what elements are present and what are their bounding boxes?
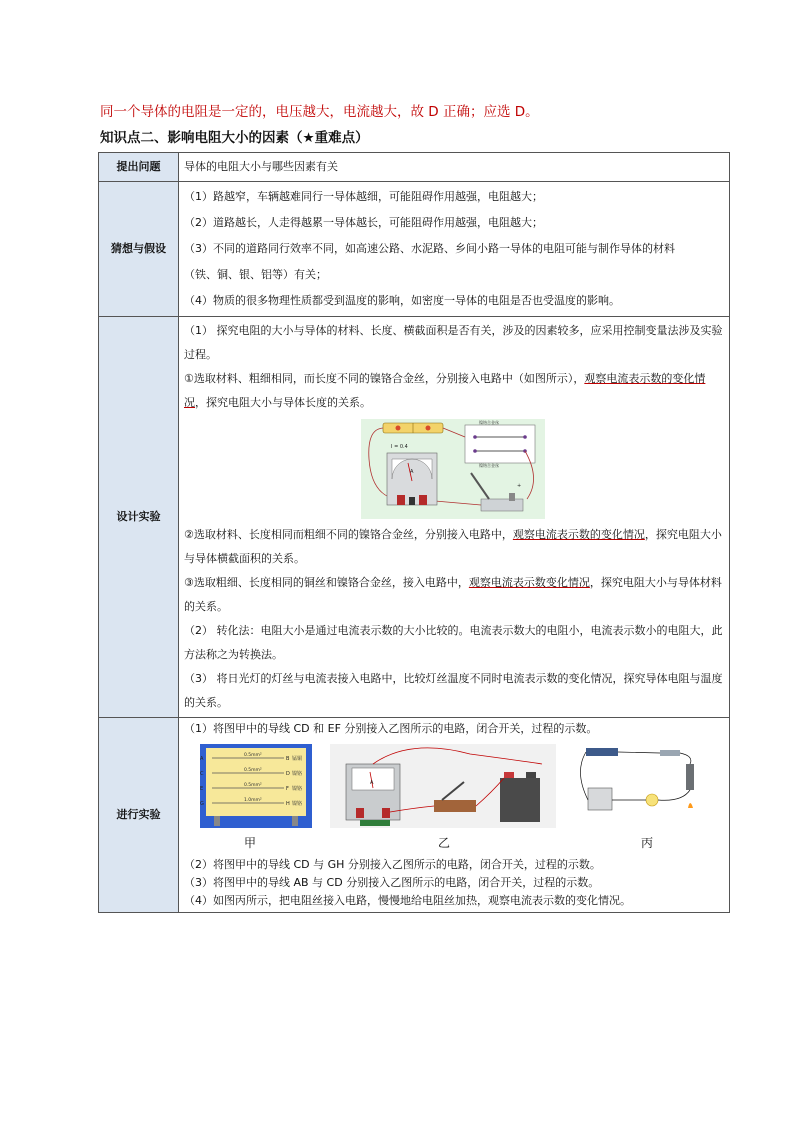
- conduct-figures: [184, 742, 724, 852]
- hypothesis-line: （铁、铜、银、铝等）有关；: [184, 268, 327, 281]
- design-text: ③选取粗细、长度相同的铜丝和镍铬合金丝，接入电路中，: [184, 576, 469, 589]
- ammeter-unit: A: [370, 780, 374, 786]
- underlined-text: 观察电流表示数变化情况: [468, 576, 590, 589]
- design-text: ②选取材料、长度相同而粗细不同的镍铬合金丝，分别接入电路中，: [184, 528, 513, 541]
- wire-size-label: 0.5mm²: [244, 783, 262, 788]
- board-top-label: 镍铬合金丝: [479, 420, 499, 425]
- row-conduct: [99, 718, 730, 913]
- meter-reading: I = 0.4: [391, 444, 408, 450]
- underlined-text: 观察电流表示数的变化情况: [184, 372, 706, 409]
- row-hypothesis: [99, 182, 730, 317]
- conduct-cell: [179, 718, 730, 913]
- hypothesis-line: （4）物质的很多物理性质都受到温度的影响，如密度一导体的电阻是否也受温度的影响。: [184, 294, 620, 307]
- wire-material-label: 镍铬: [292, 786, 303, 792]
- terminal-label: F: [286, 786, 289, 792]
- caption-bing: 丙: [640, 836, 653, 850]
- design-paragraph: （1） 探究电阻的大小与导体的材料、长度、横截面积是否有关，涉及的因素较多，应采用控制变量法涉及实验过程。: [184, 324, 723, 361]
- terminal-label: B: [286, 756, 290, 762]
- conduct-step: （2）将图甲中的导线 CD 与 GH 分别接入乙图所示的电路，闭合开关，过程的示数。: [184, 858, 601, 871]
- question-text: 导体的电阻大小与哪些因素有关: [179, 153, 730, 182]
- conduct-step: （1）将图甲中的导线 CD 和 EF 分别接入乙图所示的电路，闭合开关，过程的示数。: [184, 722, 598, 735]
- wire-size-label: 0.5mm²: [244, 753, 262, 758]
- caption-yi: 乙: [437, 836, 450, 850]
- wire-material-label: 镍铬: [292, 771, 303, 777]
- circuit-figure: [330, 742, 556, 828]
- design-paragraph: [184, 523, 724, 571]
- design-text: ，探究电阻大小与导体材料的关系。: [184, 576, 722, 613]
- hypothesis-line: （3）不同的道路同行效率不同，如高速公路、水泥路、乡间小路一导体的电阻可能与制作导体的材料: [184, 242, 675, 255]
- design-cell: [179, 317, 730, 718]
- knowledge-table: [98, 152, 730, 913]
- row-label-conduct: 进行实验: [99, 718, 179, 913]
- design-paragraph: （2） 转化法：电阻大小是通过电流表示数的大小比较的。电流表示数大的电阻小，电流表示数小的电阻大，此方法称之为转换法。: [184, 624, 723, 661]
- figure-yi: [316, 742, 572, 852]
- underlined-text: 观察电流表示数的变化情况: [512, 528, 645, 541]
- terminal-label: G: [200, 801, 204, 807]
- caption-jia: 甲: [243, 836, 256, 850]
- design-text: ，探究电阻大小与导体长度的关系。: [195, 396, 371, 409]
- design-paragraph: （3） 将日光灯的灯丝与电流表接入电路中，比较灯丝温度不同时电流表示数的变化情况，探究导体电阻与温度的关系。: [184, 672, 723, 709]
- terminal-label: H: [286, 801, 290, 807]
- length-experiment-figure: [361, 419, 545, 519]
- terminal-label: C: [200, 771, 204, 777]
- conduct-step: （3）将图甲中的导线 AB 与 CD 分别接入乙图所示的电路，闭合开关，过程的示数。: [184, 876, 600, 889]
- section-title: 知识点二、影响电阻大小的因素（★重难点）: [100, 130, 369, 146]
- row-question: [99, 153, 730, 182]
- row-label-question: 提出问题: [99, 153, 179, 182]
- row-label-hypothesis: 猜想与假设: [99, 182, 179, 317]
- board-bottom-label: 镍铬合金丝: [479, 463, 499, 468]
- switch-symbol: +: [517, 483, 522, 489]
- terminal-label: D: [286, 771, 290, 777]
- hypothesis-cell: [179, 182, 730, 317]
- wire-material-label: 镍铬: [292, 801, 303, 807]
- ammeter-unit: A: [410, 469, 414, 475]
- design-paragraph: [184, 571, 724, 619]
- heating-circuit-figure: [572, 742, 712, 828]
- wire-size-label: 0.5mm²: [244, 768, 262, 773]
- wire-size-label: 1.0mm²: [244, 798, 262, 803]
- resistance-board-figure: [200, 742, 312, 828]
- design-paragraph: [184, 367, 724, 415]
- hypothesis-line: （2）道路越长，人走得越累一导体越长，可能阻碍作用越强，电阻越大；: [184, 216, 543, 229]
- figure-jia: [184, 742, 316, 852]
- row-design: [99, 317, 730, 718]
- conduct-step: （4）如图丙所示，把电阻丝接入电路，慢慢地给电阻丝加热，观察电流表示数的变化情况。: [184, 894, 631, 907]
- design-text: ①选取材料、粗细相同，而长度不同的镍铬合金丝，分别接入电路中（如图所示），: [184, 372, 585, 385]
- terminal-label: E: [200, 786, 204, 792]
- terminal-label: A: [200, 756, 204, 762]
- intro-text: 同一个导体的电阻是一定的，电压越大，电流越大，故 D 正确；应选 D。: [100, 104, 539, 120]
- figure-bing: [572, 742, 722, 852]
- row-label-design: 设计实验: [99, 317, 179, 718]
- hypothesis-line: （1）路越窄，车辆越难同行一导体越细，可能阻碍作用越强，电阻越大；: [184, 190, 543, 203]
- wire-material-label: 锰铜: [292, 756, 303, 762]
- design-text: ，探究电阻大小与导体横截面积的关系。: [184, 528, 722, 565]
